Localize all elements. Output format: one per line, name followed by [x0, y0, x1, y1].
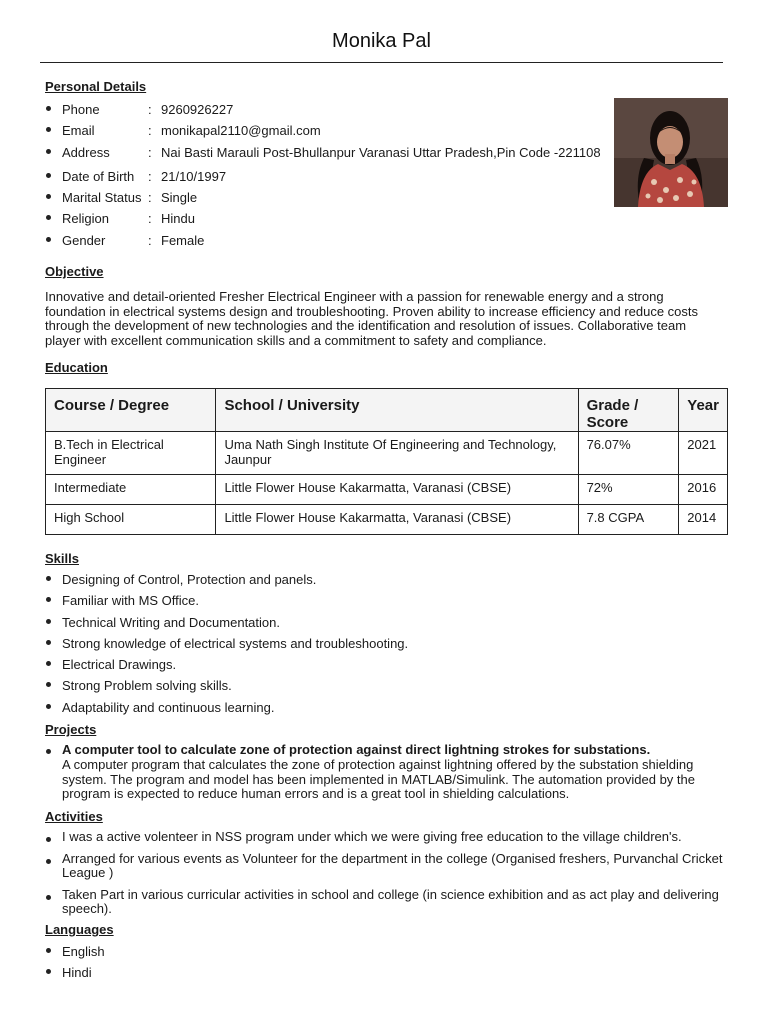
detail-value: 21/10/1997	[161, 168, 227, 184]
list-item: Arranged for various events as Volunteer for the department in the college (Organised freshers, Purvanchal Cricket League )	[45, 852, 730, 881]
project-description: A computer program that calculates the zone of protection against lightning offered by the substation shielding system. The program and model has been implemented in MATLAB/Simulink. The automation provided by the program is expected to reduce human errors and is a great tool in shielding calculations.	[62, 757, 695, 801]
list-item: Strong knowledge of electrical systems and troubleshooting.	[45, 633, 408, 654]
projects-heading: Projects	[45, 722, 97, 737]
detail-value: Female	[161, 232, 205, 248]
detail-phone	[45, 99, 601, 120]
detail-dob	[45, 166, 601, 187]
objective-text: Innovative and detail-oriented Fresher Electrical Engineer with a passion for renewable energy and a strong foundation in electrical systems design and troubleshooting. Proven ability to increase efficiency and reduce costs through the development of new technologies and the identification and resolution of issues. Collaborative team player with excellent communication skills and a commitment to safety and compliance.	[45, 289, 699, 348]
cell-school: Little Flower House Kakarmatta, Varanasi (CBSE)	[216, 505, 578, 535]
detail-colon: :	[148, 190, 152, 206]
projects-list	[45, 742, 728, 802]
cell-year: 2021	[679, 432, 728, 475]
table-header-row	[46, 389, 728, 432]
languages-heading: Languages	[45, 922, 114, 937]
table-row	[46, 432, 728, 475]
profile-photo	[614, 98, 728, 207]
cell-course: Intermediate	[46, 475, 216, 505]
candidate-name: Monika Pal	[332, 30, 431, 52]
detail-label: Religion	[62, 211, 109, 227]
skills-heading: Skills	[45, 551, 79, 566]
detail-value: Nai Basti Marauli Post-Bhullanpur Varanasi Uttar Pradesh,Pin Code -221108	[161, 144, 601, 160]
cell-year: 2016	[679, 475, 728, 505]
cell-grade: 76.07%	[578, 432, 679, 475]
detail-marital-status	[45, 187, 601, 208]
skills-list	[45, 569, 408, 718]
detail-religion	[45, 208, 601, 229]
list-item: Taken Part in various curricular activities in school and college (in science exhibition and as act play and delivering speech).	[45, 888, 730, 917]
table-row	[46, 505, 728, 535]
objective-heading: Objective	[45, 264, 104, 279]
cell-year: 2014	[679, 505, 728, 535]
education-heading: Education	[45, 360, 108, 375]
education-table	[45, 388, 728, 535]
detail-email	[45, 120, 601, 141]
detail-label: Address	[62, 144, 110, 160]
personal-details-heading: Personal Details	[45, 79, 147, 94]
detail-address	[45, 142, 601, 163]
list-item: Familiar with MS Office.	[45, 590, 408, 611]
header-divider	[40, 62, 723, 63]
detail-label: Date of Birth	[62, 168, 135, 184]
detail-colon: :	[148, 144, 152, 160]
detail-colon: :	[148, 232, 152, 248]
col-header-school: School / University	[216, 389, 578, 432]
col-header-course: Course / Degree	[46, 389, 216, 432]
list-item: Hindi	[45, 962, 105, 983]
detail-label: Phone	[62, 102, 100, 117]
cell-grade: 7.8 CGPA	[578, 505, 679, 535]
detail-value: monikapal2110@gmail.com	[161, 123, 321, 139]
detail-gender	[45, 230, 601, 251]
detail-colon: :	[148, 123, 152, 139]
list-item: Strong Problem solving skills.	[45, 675, 408, 696]
list-item: English	[45, 941, 105, 962]
col-header-year: Year	[679, 389, 728, 432]
cell-course: High School	[46, 505, 216, 535]
cell-school: Uma Nath Singh Institute Of Engineering and Technology, Jaunpur	[216, 432, 578, 475]
detail-colon: :	[148, 168, 152, 184]
project-title: A computer tool to calculate zone of protection against direct lightning strokes for substations.	[62, 742, 651, 757]
detail-colon: :	[148, 211, 152, 227]
detail-value: Hindu	[161, 211, 195, 227]
personal-details-list	[45, 99, 601, 251]
cell-course: B.Tech in Electrical Engineer	[46, 432, 216, 475]
detail-colon: :	[148, 102, 152, 117]
activities-list	[45, 830, 730, 924]
detail-value: 9260926227	[161, 102, 234, 117]
activities-heading: Activities	[45, 809, 103, 824]
languages-list	[45, 941, 105, 984]
detail-label: Gender	[62, 232, 106, 248]
list-item: Adaptability and continuous learning.	[45, 697, 408, 718]
col-header-grade: Grade / Score	[578, 389, 679, 432]
list-item	[45, 742, 728, 802]
cell-school: Little Flower House Kakarmatta, Varanasi (CBSE)	[216, 475, 578, 505]
detail-value: Single	[161, 190, 198, 206]
table-row	[46, 475, 728, 505]
list-item: Designing of Control, Protection and panels.	[45, 569, 408, 590]
list-item: I was a active volenteer in NSS program under which we were giving free education to the village children's.	[45, 830, 730, 845]
list-item: Electrical Drawings.	[45, 654, 408, 675]
cell-grade: 72%	[578, 475, 679, 505]
portrait-illustration	[614, 98, 728, 207]
list-item: Technical Writing and Documentation.	[45, 612, 408, 633]
detail-label: Email	[62, 123, 95, 139]
detail-label: Marital Status	[62, 190, 142, 206]
